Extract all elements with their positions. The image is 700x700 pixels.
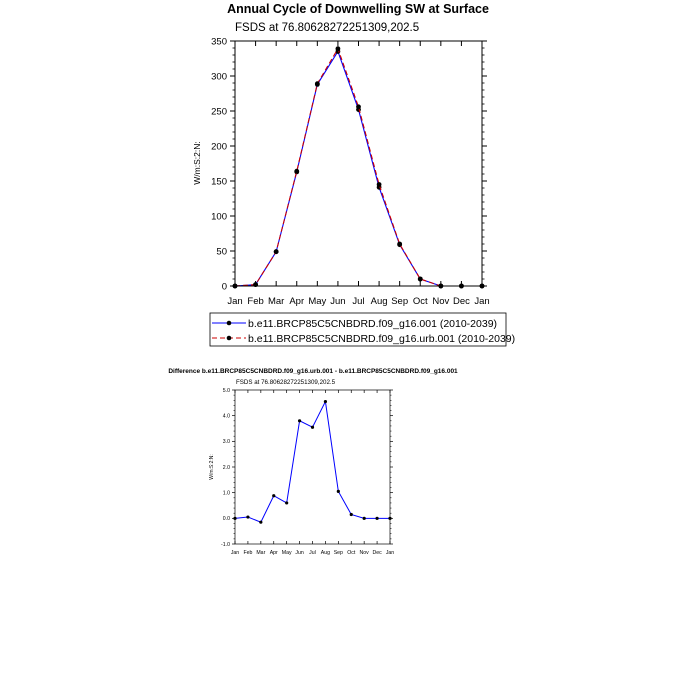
x-tick-label: Sep	[333, 550, 343, 556]
y-tick-label: 2.0	[222, 464, 230, 471]
x-tick-label: Apr	[289, 296, 305, 307]
y-tick-label: 3.0	[222, 439, 230, 446]
plot1-title: Annual Cycle of Downwelling SW at Surface	[227, 2, 489, 16]
series-line-1	[235, 52, 482, 287]
x-tick-label: Aug	[320, 550, 331, 556]
series-line-1	[235, 402, 390, 523]
data-point	[274, 249, 279, 254]
data-point	[397, 242, 402, 247]
legend-label-series-2: b.e11.BRCP85C5CNBDRD.f09_g16.urb.001 (2010-2039)	[248, 333, 516, 345]
x-tick-label: Oct	[347, 550, 356, 556]
x-tick-label: Dec	[452, 296, 470, 307]
x-tick-label: Jan	[227, 296, 243, 307]
x-tick-label: Mar	[256, 550, 266, 556]
plot2-ticks	[232, 390, 393, 544]
x-tick-label: Sep	[391, 296, 409, 307]
data-point	[356, 104, 361, 109]
x-tick-label: Apr	[269, 550, 278, 556]
plot2-title: Difference b.e11.BRCP85C5CNBDRD.f09_g16.urb.001 - b.e11.BRCP85C5CNBDRD.f09_g16.001	[168, 368, 458, 375]
data-point	[311, 426, 314, 429]
x-tick-label: Oct	[412, 296, 428, 307]
plot2-ylabel: W/m:S:2:N:	[209, 454, 215, 480]
x-tick-label: Jan	[230, 550, 240, 556]
y-tick-label: 100	[211, 211, 227, 223]
y-tick-label: 1.0	[222, 490, 230, 497]
y-tick-label: 0	[221, 281, 227, 293]
legend-marker-series-2	[227, 336, 232, 341]
data-point	[285, 501, 288, 504]
series-line-2	[235, 49, 482, 286]
y-tick-label: 300	[211, 71, 227, 83]
x-tick-label: Feb	[243, 550, 253, 556]
data-point	[315, 81, 320, 86]
plot1-tick-labels	[211, 36, 490, 307]
x-tick-label: May	[308, 296, 327, 307]
data-point	[259, 521, 262, 524]
plot1-ticks	[230, 41, 487, 286]
x-tick-label: Dec	[372, 550, 382, 556]
plot1-ylabel: W/m:S:2:N:	[192, 141, 202, 185]
x-tick-label: Jun	[295, 550, 304, 556]
annual-cycle-plot	[192, 2, 490, 307]
y-tick-label: 50	[216, 246, 227, 258]
x-tick-label: Jul	[352, 296, 365, 307]
data-point	[336, 46, 341, 51]
x-tick-label: Feb	[247, 296, 264, 307]
x-tick-label: Aug	[370, 296, 388, 307]
data-point	[350, 513, 353, 516]
x-tick-label: Jan	[385, 550, 395, 556]
x-tick-label: Nov	[359, 550, 369, 556]
legend-label-series-1: b.e11.BRCP85C5CNBDRD.f09_g16.001 (2010-2039)	[248, 318, 498, 330]
data-point	[246, 515, 249, 518]
plot2-subtitle: FSDS at 76.80628272251309,202.5	[236, 379, 336, 386]
x-tick-label: Jan	[474, 296, 490, 307]
y-tick-label: 0.0	[222, 516, 230, 523]
x-tick-label: Mar	[267, 296, 285, 307]
plot2-series	[233, 400, 391, 524]
y-tick-label: 4.0	[222, 413, 230, 420]
y-tick-label: 250	[211, 106, 227, 118]
data-point	[363, 517, 366, 520]
data-point	[377, 182, 382, 187]
plot1-frame	[235, 41, 482, 286]
y-tick-label: 350	[211, 36, 227, 48]
y-tick-label: 5.0	[222, 387, 230, 394]
y-tick-label: 200	[211, 141, 227, 153]
legend	[210, 313, 515, 346]
data-point	[294, 169, 299, 174]
data-point	[337, 490, 340, 493]
plot1-subtitle: FSDS at 76.80628272251309,202.5	[235, 22, 420, 34]
x-tick-label: Jun	[330, 296, 346, 307]
data-point	[324, 400, 327, 403]
x-tick-label: Jul	[309, 550, 316, 556]
difference-plot	[168, 368, 458, 556]
plot1-series	[233, 46, 485, 288]
legend-marker-series-1	[227, 321, 232, 326]
data-point	[418, 277, 423, 282]
y-tick-label: -1.0	[221, 541, 230, 548]
data-point	[298, 419, 301, 422]
data-point	[272, 494, 275, 497]
plot2-tick-labels	[221, 388, 394, 556]
data-point	[375, 517, 378, 520]
x-tick-label: May	[281, 550, 292, 556]
y-tick-label: 150	[211, 176, 227, 188]
x-tick-label: Nov	[432, 296, 450, 307]
